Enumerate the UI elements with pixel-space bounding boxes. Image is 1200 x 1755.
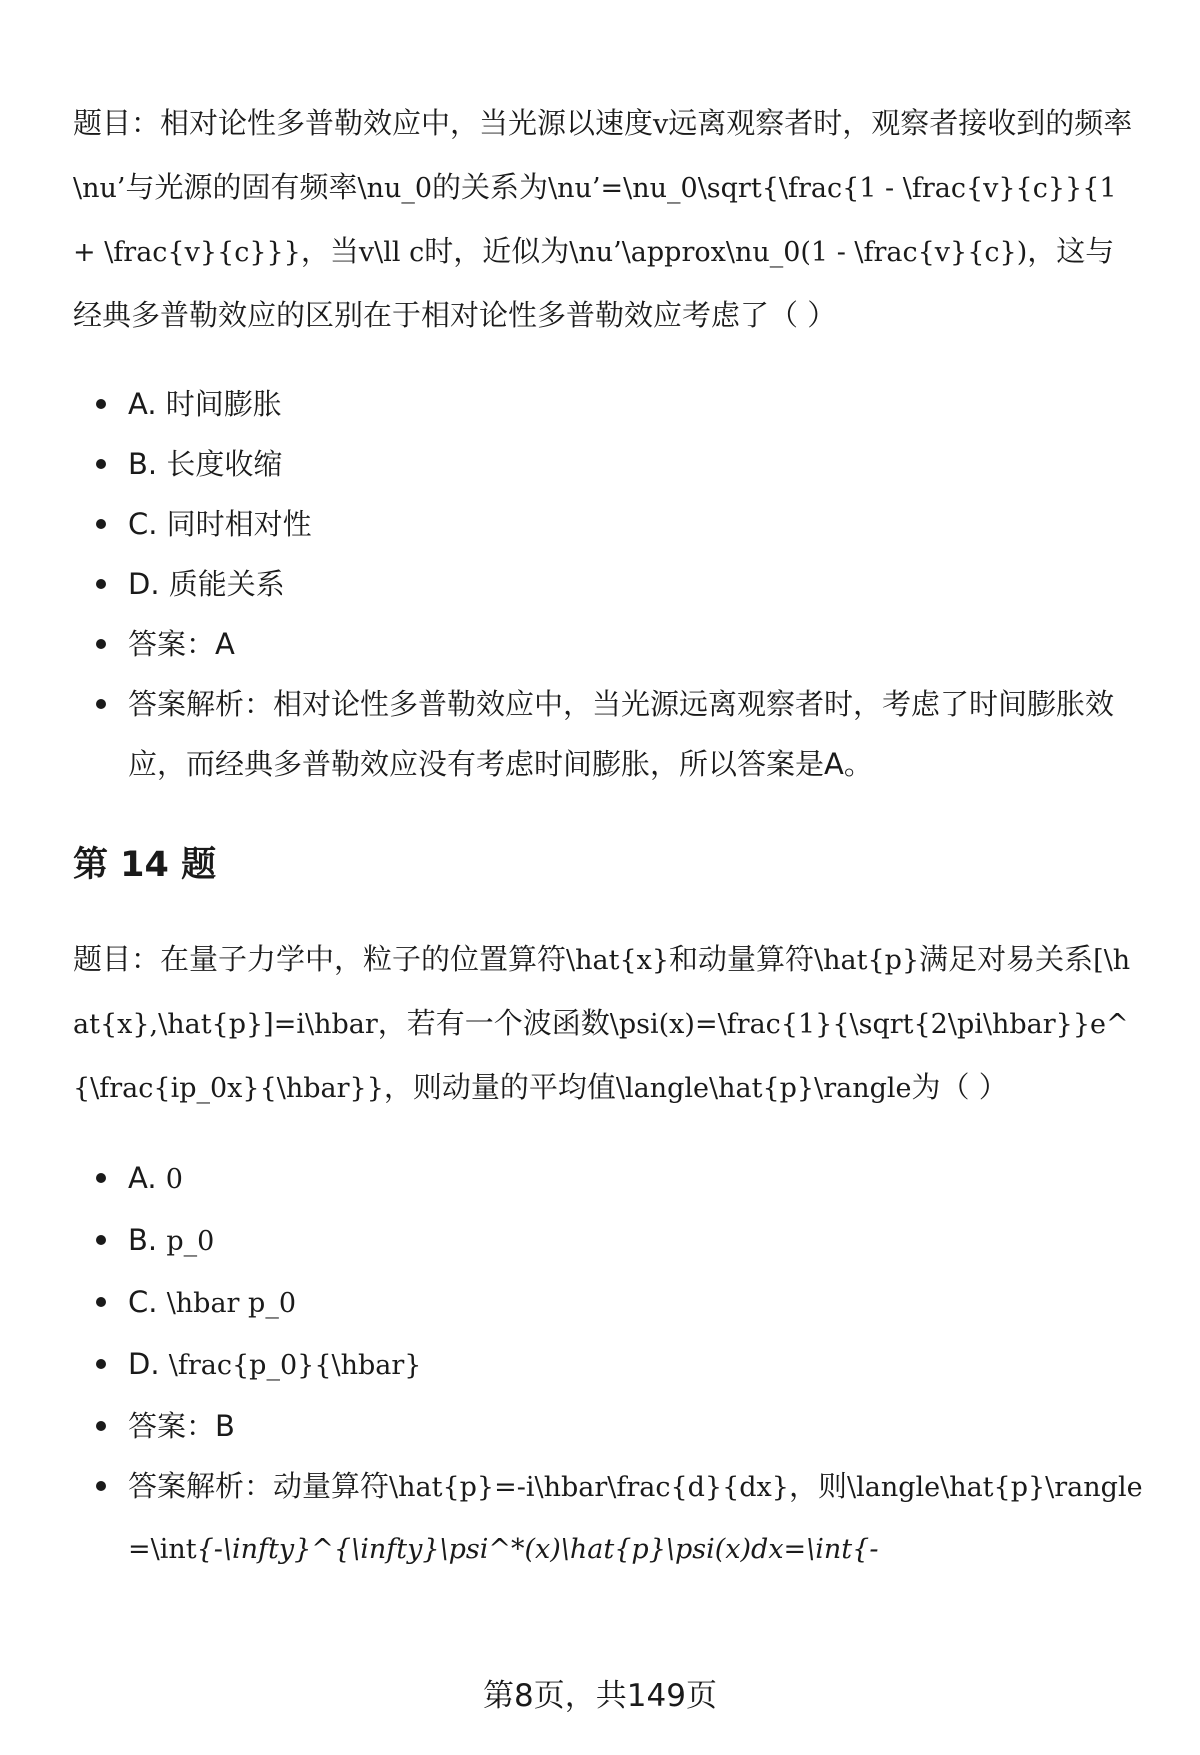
q14-stem-text: 为（ ）: [911, 1070, 1008, 1104]
q13-option-b: [73, 434, 1143, 494]
option-prefix: D.: [128, 1347, 169, 1381]
q14-stem-text: 满足对易关系: [919, 942, 1094, 976]
q13-stem-text: 时，近似为: [424, 234, 570, 268]
analysis-text: ，则: [788, 1469, 847, 1503]
q13-math-v: v: [653, 109, 669, 140]
page-number-footer: 第8页，共149页: [483, 1678, 717, 1714]
q14-stem-text: 和动量算符: [669, 942, 815, 976]
q13-stem-text: ，这与经典多普勒效应的区别在于相对论性多普勒效应考虑了（ ）: [73, 234, 1115, 332]
q14-analysis: [73, 1456, 1143, 1580]
q13-stem-text: 的关系为: [432, 170, 549, 204]
q14-option-c: [73, 1272, 1143, 1334]
analysis-text: 答案解析：相对论性多普勒效应中，当光源远离观察者时，考虑了时间膨胀效应，而经典多普勒效应没有考虑时间膨胀，所以答案是A。: [128, 687, 1115, 781]
q13-analysis: [73, 674, 1143, 794]
q13-stem-text: 题目：相对论性多普勒效应中，当光源以速度: [73, 106, 654, 140]
bullet-icon: [96, 579, 106, 589]
q14-stem-text: ，若有一个波函数: [377, 1006, 610, 1040]
bullet-icon: [96, 639, 106, 649]
bullet-icon: [96, 1297, 106, 1307]
option-label: C. 同时相对性: [128, 507, 312, 541]
bullet-icon: [96, 1481, 106, 1491]
q14-math-x-hat: \hat{x}: [566, 945, 670, 976]
bullet-icon: [96, 519, 106, 529]
q14-math-wavefunction: \psi(x)=\frac{1}{\sqrt{2\pi\hbar}}e^{\frac{ip_0x}{\hbar}}: [73, 1009, 1129, 1104]
q13-options-list: [73, 374, 1143, 794]
q13-option-c: [73, 494, 1143, 554]
analysis-math-integral: \langle\hat{p}\rangle=\int: [128, 1472, 1143, 1565]
analysis-text: 答案解析：动量算符: [128, 1469, 390, 1503]
q14-math-expectation: \langle\hat{p}\rangle: [615, 1073, 912, 1104]
analysis-math-integral-italic: {-\infty}^{\infty}\psi^*(x)\hat{p}\psi(x)dx=\int{-: [196, 1534, 879, 1565]
q13-stem-text: 远离观察者时，观察者接收到的频率: [668, 106, 1133, 140]
bullet-icon: [96, 1359, 106, 1369]
q13-math-doppler-formula: \nu’=\nu_0\sqrt{\frac{1 - \frac{v}{c}}{1 + \frac{v}{c}}}: [73, 173, 1117, 268]
option-label: A. 时间膨胀: [128, 387, 282, 421]
document-page: [73, 92, 1143, 1580]
q13-option-d: [73, 554, 1143, 614]
option-prefix: B.: [128, 1223, 167, 1257]
q14-option-d: [73, 1334, 1143, 1396]
q13-math-condition: v\ll c: [358, 237, 425, 268]
q14-option-b: [73, 1210, 1143, 1272]
q13-stem: [73, 92, 1143, 346]
q13-stem-text: 与光源的固有频率: [125, 170, 358, 204]
q13-option-a: [73, 374, 1143, 434]
q13-math-nu-prime: \nu’: [73, 173, 126, 204]
q13-stem-text: ，当: [300, 234, 359, 268]
q14-stem-text: ，则动量的平均值: [383, 1070, 616, 1104]
q14-math-p-hat: \hat{p}: [814, 945, 920, 976]
q13-answer: [73, 614, 1143, 674]
option-prefix: C.: [128, 1285, 167, 1319]
bullet-icon: [96, 1235, 106, 1245]
option-label: D. 质能关系: [128, 567, 285, 601]
q13-math-nu0: \nu_0: [357, 173, 433, 204]
q14-answer: [73, 1396, 1143, 1456]
q14-options-list: [73, 1148, 1143, 1580]
q14-stem-text: 题目：在量子力学中，粒子的位置算符: [73, 942, 567, 976]
answer-text: 答案：B: [128, 1409, 235, 1443]
bullet-icon: [96, 699, 106, 709]
bullet-icon: [96, 459, 106, 469]
bullet-icon: [96, 1173, 106, 1183]
analysis-math-operator: \hat{p}=-i\hbar\frac{d}{dx}: [389, 1472, 789, 1503]
option-math: \hbar p_0: [166, 1288, 297, 1319]
q13-math-approx: \nu’\approx\nu_0(1 - \frac{v}{c}): [569, 237, 1028, 268]
option-prefix: A.: [128, 1161, 166, 1195]
bullet-icon: [96, 1421, 106, 1431]
q14-stem: [73, 928, 1143, 1120]
q14-heading: 第 14 题: [73, 845, 217, 885]
q14-option-a: [73, 1148, 1143, 1210]
option-math: p_0: [166, 1226, 215, 1257]
option-math: \frac{p_0}{\hbar}: [168, 1350, 422, 1381]
answer-text: 答案：A: [128, 627, 235, 661]
option-math: 0: [165, 1164, 183, 1195]
bullet-icon: [96, 399, 106, 409]
q14-math-commutator: [\hat{x},\hat{p}]=i\hbar: [73, 945, 1131, 1040]
option-label: B. 长度收缩: [128, 447, 283, 481]
